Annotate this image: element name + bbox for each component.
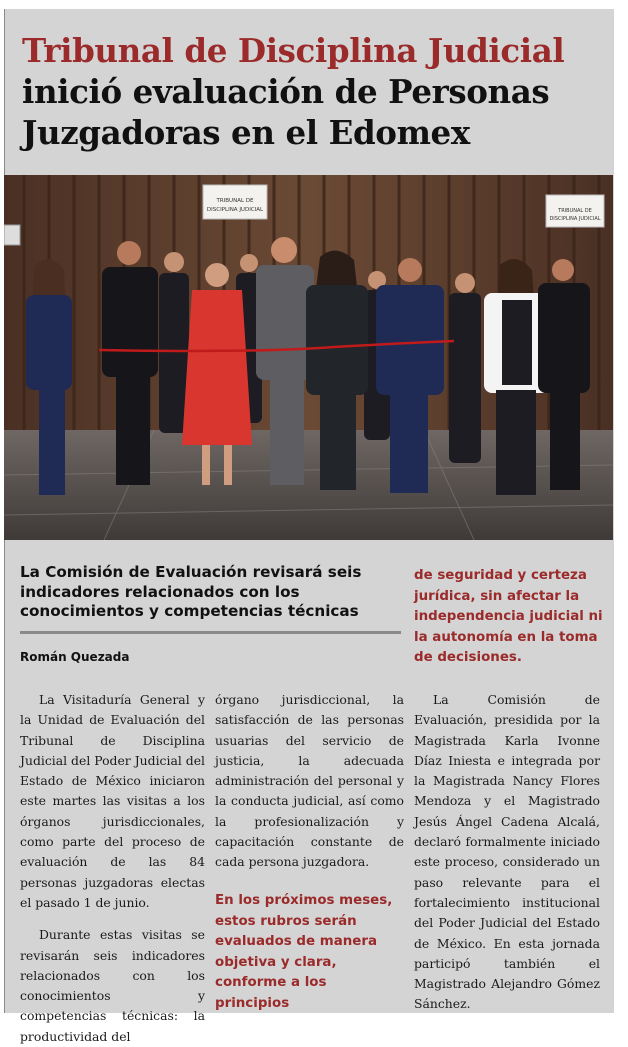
paragraph: La Comisión de Evaluación, presidida por la Magistrada Karla Ivonne Díaz Iniesta e integrada por la Magistrada Nancy Flores Mendoza y el Magistrado Jesús Ángel Cadena Alcalá, declaró formalmente iniciado este proceso, considerado un paso relevante para el fortalecimiento institucional del Poder Judicial del Estado de México. En esta jornada participó también el Magistrado Alejandro Gómez Sánchez. [414,692,600,1012]
sign-left-line-1: TRIBUNAL DE [216,198,254,204]
paragraph: órgano jurisdiccional, la satisfacción de las personas usuarias del servicio de justicia, la adecuada administración del personal y la conducta judicial, así como la profesionalización y capacitación constante de cada persona juzgadora. [215,692,404,870]
headline [22,30,612,153]
pullquote: En los próximos meses, estos rubros serán evaluados de manera objetiva y clara, conforme a los principios [215,893,393,1011]
paragraph: La Visitaduría General y la Unidad de Evaluación del Tribunal de Disciplina Judicial del Poder Judicial del Estado de México iniciaron este martes las visitas a los órganos jurisdiccionales, como parte del proceso de evaluación de las 84 personas juzgadoras electas el pasado 1 de junio. [20,692,205,910]
sign-right [546,195,604,227]
body-column-1 [20,690,205,1047]
body-column-3 [414,690,600,1015]
sign-right-line-1: TRIBUNAL DE [558,208,592,214]
headline-accent: Tribunal de Disciplina Judicial [22,31,565,70]
headline-line-2: inició evaluación de Personas [22,72,550,111]
byline: Román Quezada [20,650,130,664]
sign-left-line-2: DISCIPLINA JUDICIAL [206,207,264,213]
sign-left [203,185,267,219]
photo-illustration [4,175,613,540]
body-column-2 [215,690,404,873]
sign-right-line-2: DISCIPLINA JUDICIAL [549,216,601,222]
ribbon-cutting-photo [4,175,613,540]
divider [20,631,401,634]
pullquote-continued: de seguridad y certeza jurídica, sin afectar la independencia judicial ni la autonomía en la toma de decisiones. [414,568,603,665]
paragraph: Durante estas visitas se revisarán seis indicadores relacionados con los conocimientos y competencias técnicas: la productividad del [20,927,205,1044]
subheadline: La Comisión de Evaluación revisará seis indicadores relacionados con los conocimientos y competencias técnicas [20,563,362,620]
headline-line-3: Juzgadoras en el Edomex [22,113,470,152]
